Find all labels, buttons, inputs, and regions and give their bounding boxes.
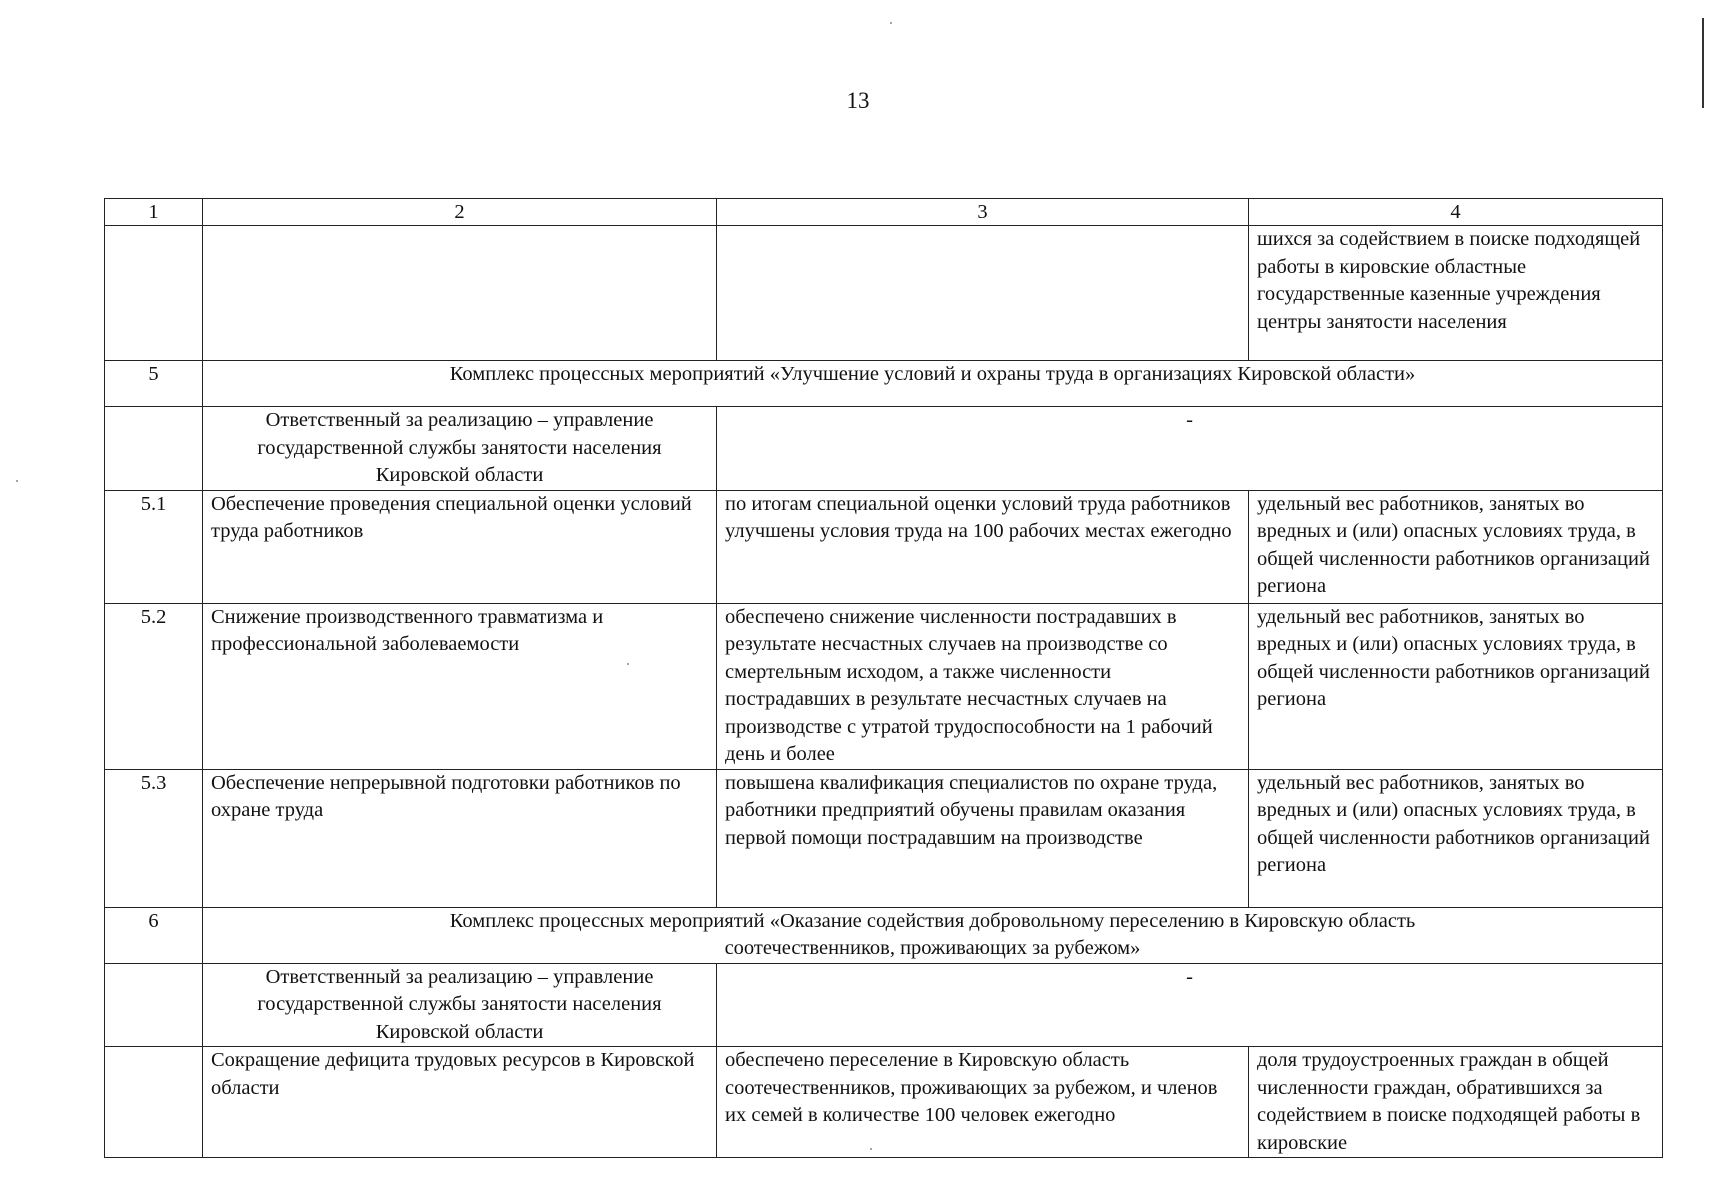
section-row bbox=[105, 907, 1663, 963]
responsible-row bbox=[105, 963, 1663, 1047]
table-cell bbox=[105, 226, 203, 361]
task-cell: Сокращение дефицита трудовых ресурсов в Кировской области bbox=[203, 1047, 717, 1158]
scan-speck bbox=[890, 22, 892, 24]
section-number: 5 bbox=[105, 361, 203, 407]
table-row bbox=[105, 1047, 1663, 1158]
measures-table bbox=[104, 198, 1663, 1158]
indicator-cell: удельный вес работников, занятых во вредных и (или) опасных условиях труда, в общей численности работников организаций региона bbox=[1249, 769, 1663, 907]
result-cell: обеспечено снижение численности пострадавших в результате несчастных случаев на производстве со смертельным исходом, а также численности пострадавших в результате несчастных случаев на производстве с утратой трудоспособности на 1 рабочий день и более bbox=[717, 603, 1249, 769]
task-cell: Обеспечение проведения специальной оценки условий труда работников bbox=[203, 490, 717, 603]
header-cell: 2 bbox=[203, 199, 717, 226]
table-cell bbox=[105, 407, 203, 491]
indicator-cell: удельный вес работников, занятых во вредных и (или) опасных условиях труда, в общей численности работников организаций региона bbox=[1249, 490, 1663, 603]
section-row bbox=[105, 361, 1663, 407]
section-title: Комплекс процессных мероприятий «Оказание содействия добровольному переселению в Кировскую область соотечественников, проживающих за рубежом» bbox=[203, 907, 1663, 963]
row-number: 5.1 bbox=[105, 490, 203, 603]
row-number bbox=[105, 1047, 203, 1158]
table-row bbox=[105, 490, 1663, 603]
result-cell: повышена квалификация специалистов по охране труда, работники предприятий обучены правилам оказания первой помощи пострадавшим на производстве bbox=[717, 769, 1249, 907]
responsible-text: Ответственный за реализацию – управление государственной службы занятости населения Кировской области bbox=[203, 963, 717, 1047]
table-cell bbox=[717, 226, 1249, 361]
section-number: 6 bbox=[105, 907, 203, 963]
responsible-value: - bbox=[717, 407, 1663, 491]
task-cell: Снижение производственного травматизма и профессиональной заболеваемости bbox=[203, 603, 717, 769]
indicator-cell: доля трудоустроенных граждан в общей численности граждан, обратившихся за содействием в поиске подходящей работы в кировские bbox=[1249, 1047, 1663, 1158]
section-title: Комплекс процессных мероприятий «Улучшение условий и охраны труда в организациях Кировской области» bbox=[203, 361, 1663, 407]
row-number: 5.3 bbox=[105, 769, 203, 907]
indicator-cell: удельный вес работников, занятых во вредных и (или) опасных условиях труда, в общей численности работников организаций региона bbox=[1249, 603, 1663, 769]
header-cell: 1 bbox=[105, 199, 203, 226]
responsible-value: - bbox=[717, 963, 1663, 1047]
table-cell bbox=[105, 963, 203, 1047]
header-cell: 3 bbox=[717, 199, 1249, 226]
table-row bbox=[105, 603, 1663, 769]
page-number: 13 bbox=[846, 88, 870, 113]
scan-speck bbox=[16, 480, 18, 482]
table-header-row bbox=[105, 199, 1663, 226]
responsible-row bbox=[105, 407, 1663, 491]
responsible-text: Ответственный за реализацию – управление государственной службы занятости населения Кировской области bbox=[203, 407, 717, 491]
table-cell bbox=[203, 226, 717, 361]
result-cell: по итогам специальной оценки условий труда работников улучшены условия труда на 100 рабочих местах ежегодно bbox=[717, 490, 1249, 603]
row-number: 5.2 bbox=[105, 603, 203, 769]
result-cell: обеспечено переселение в Кировскую область соотечественников, проживающих за рубежом, и членов их семей в количестве 100 человек ежегодно bbox=[717, 1047, 1249, 1158]
header-cell: 4 bbox=[1249, 199, 1663, 226]
table-row bbox=[105, 769, 1663, 907]
indicator-cell: шихся за содействием в поиске подходящей работы в кировские областные государственные казенные учреждения центры занятости населения bbox=[1249, 226, 1663, 361]
task-cell: Обеспечение непрерывной подготовки работников по охране труда bbox=[203, 769, 717, 907]
table-row bbox=[105, 226, 1663, 361]
